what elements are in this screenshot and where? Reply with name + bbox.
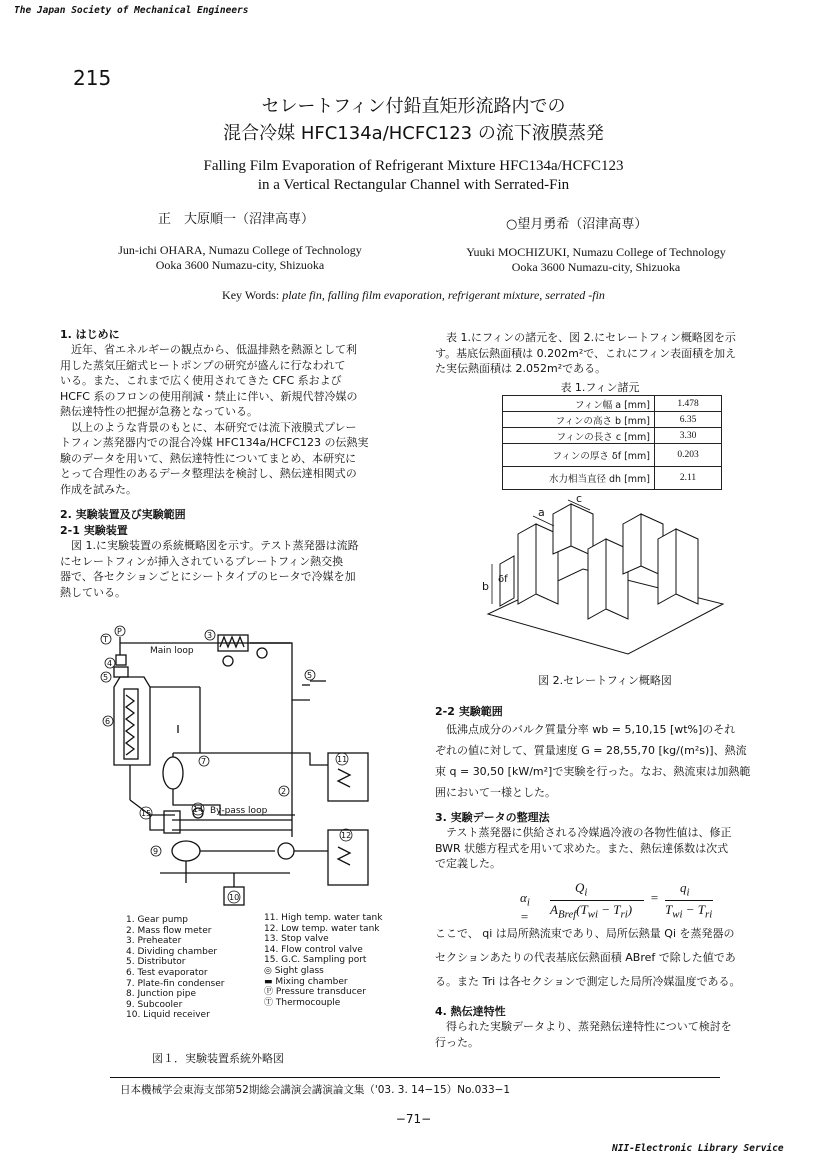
- text-line: BWR 状態方程式を用いて求めた。また、熱伝達係数は次式: [435, 841, 729, 855]
- fig1-main-loop-label: Main loop: [150, 646, 194, 656]
- sec4-body: [435, 1019, 780, 1050]
- svg-text:11: 11: [337, 755, 348, 764]
- text-line: セクションあたりの代表基底伝熱面積 ABref で除した値であ: [435, 951, 736, 964]
- text-line: 作成を試みた。: [60, 482, 137, 496]
- text-line: にセレートフィンが挿入されているプレートフィン熱交換: [60, 554, 344, 568]
- svg-text:3: 3: [207, 631, 213, 640]
- affiliation-right-line1: Yuuki MOCHIZUKI, Numazu College of Technology: [466, 245, 726, 259]
- fig2-caption: 図 2.セレートフィン概略図: [538, 674, 672, 687]
- footer-rule: [110, 1077, 720, 1078]
- svg-text:5: 5: [103, 673, 109, 682]
- sec2-heading: 2. 実験装置及び実験範囲: [60, 508, 186, 521]
- text-line: す。基底伝熱面積は 0.202m²で、これにフィン表面積を加え: [435, 346, 737, 360]
- keywords-label: Key Words:: [222, 288, 280, 302]
- svg-text:12: 12: [341, 831, 352, 840]
- fig2-letter-c: c: [576, 494, 583, 505]
- keywords: [0, 288, 827, 303]
- right-column-body: [435, 703, 780, 872]
- text-line: 以上のような背景のもとに、本研究では流下液膜式プレー: [60, 420, 357, 434]
- svg-text:P: P: [117, 627, 122, 636]
- text-line: ここで、 qi は局所熱流束であり、局所伝熱量 Qi を蒸発器の: [435, 927, 735, 940]
- nii-service: NII-Electronic Library Service: [612, 1143, 784, 1154]
- fig1-legend-item: 10. Liquid receiver: [126, 1010, 210, 1021]
- text-line: HCFC 系のフロンの使用削減・禁止に伴い、新規代替冷媒の: [60, 389, 358, 403]
- fig1-legend-item: 9. Subcooler: [126, 999, 183, 1010]
- society-header: The Japan Society of Mechanical Engineers: [14, 5, 249, 16]
- text-line: 熱伝達特性の把握が急務となっている。: [60, 405, 258, 418]
- text-line: 表 1.にフィンの諸元を、図 2.にセレートフィン概略図を示: [435, 331, 736, 344]
- fig1-legend-item: Ⓟ Pressure transducer: [264, 987, 366, 998]
- sight-glass-icon: ◎: [264, 965, 275, 976]
- fig1-legend-item: 13. Stop valve: [264, 934, 329, 945]
- fig1-legend-right: [264, 913, 382, 1008]
- fig1-legend-item: 12. Low temp. water tank: [264, 923, 380, 934]
- fig1-legend-item: 6. Test evaporator: [126, 967, 208, 978]
- svg-text:5: 5: [307, 671, 313, 680]
- fig1-legend-left: [126, 915, 224, 1021]
- text-line: 器で、各セクションごとにシートタイプのヒータで冷媒を加: [60, 570, 356, 583]
- sec4-heading: 4. 熱伝達特性: [435, 1005, 506, 1018]
- text-line: た実伝熱面積は 2.052m²である。: [435, 362, 607, 375]
- pressure-transducer-icon: Ⓟ: [264, 987, 276, 998]
- svg-text:4: 4: [107, 659, 113, 668]
- text-line: 図 1.に実験装置の系統概略図を示す。テスト蒸発器は流路: [60, 539, 359, 552]
- svg-text:T: T: [103, 635, 108, 644]
- right-intro: [435, 330, 780, 377]
- table-row: フィン幅 a [mm] 1.478: [503, 396, 722, 412]
- fig1-legend-item: 7. Plate-fin condenser: [126, 978, 225, 989]
- text-line: いる。また、これまで広く使用されてきた CFC 系および: [60, 374, 342, 387]
- table1-caption: 表 1.フィン諸元: [560, 381, 640, 394]
- text-line: 囲において一様とした。: [435, 786, 556, 799]
- affiliation-left: [90, 243, 390, 273]
- table-row: フィンの厚さ δf [mm] 0.203: [503, 444, 722, 467]
- text-line: テスト蒸発器に供給される冷媒過冷液の各物性値は、修正: [435, 826, 732, 839]
- fig1-bypass-loop-label: By-pass loop: [210, 806, 268, 816]
- left-column: [60, 326, 405, 600]
- fig1-legend-item: 2. Mass flow meter: [126, 925, 212, 936]
- keywords-text: plate fin, falling film evaporation, refrigerant mixture, serrated -fin: [282, 288, 605, 302]
- text-line: 得られた実験データより、蒸発熱伝達特性について検討を: [435, 1020, 732, 1033]
- fig2-letter-b: b: [482, 580, 489, 593]
- text-line: トフィン蒸発器内での混合冷媒 HFC134a/HCFC123 の伝熱実: [60, 436, 369, 449]
- title-jp-line2: 混合冷媒 HFC134a/HCFC123 の流下液膜蒸発: [223, 123, 604, 144]
- svg-text:10: 10: [229, 893, 240, 902]
- text-line: 束 q = 30,50 [kW/m²]で実験を行った。なお、熱流束は加熱範: [435, 765, 751, 778]
- fig1-legend-item: 3. Preheater: [126, 936, 182, 947]
- sec3-after: [435, 922, 780, 994]
- sec22-body: [435, 719, 780, 803]
- sec1-heading: 1. はじめに: [60, 328, 120, 341]
- fig1-caption: 図１．実験装置系統外略図: [152, 1052, 284, 1065]
- fig1-legend-item: 5. Distributor: [126, 957, 186, 968]
- table-row: フィンの長さ c [mm] 3.30: [503, 428, 722, 444]
- fig1-legend-item: 11. High temp. water tank: [264, 913, 383, 923]
- affiliation-left-line1: Jun-ichi OHARA, Numazu College of Technology: [118, 243, 362, 257]
- fig2-letter-a: a: [538, 506, 545, 519]
- affiliation-right-line2: Ooka 3600 Numazu-city, Shizuoka: [511, 260, 681, 274]
- svg-text:14: 14: [193, 805, 204, 814]
- sec4: [435, 1003, 780, 1050]
- text-line: 行った。: [435, 1035, 479, 1049]
- fig1-schematic: [100, 625, 390, 907]
- sec1-body: [60, 342, 405, 497]
- fig1-legend-item: 4. Dividing chamber: [126, 946, 218, 957]
- title-en-line2: in a Vertical Rectangular Channel with Serrated-Fin: [257, 177, 570, 193]
- svg-text:6: 6: [105, 717, 111, 726]
- text-line: とって合理性のあるデータ整理法を検討し、熱伝達相関式の: [60, 467, 357, 480]
- proceedings-footer: 日本機械学会東海支部第52期総会講演会講演論文集（'03. 3. 14−15）No.033−1: [120, 1084, 511, 1096]
- fig1-legend-item: ◎ Sight glass: [264, 965, 324, 976]
- mixing-chamber-icon: ▬: [264, 976, 276, 987]
- text-line: 近年、省エネルギーの観点から、低温排熱を熱源として利: [60, 343, 357, 356]
- fig1-legend-item: Ⓣ Thermocouple: [264, 997, 341, 1008]
- svg-text:15: 15: [141, 809, 152, 818]
- text-line: ぞれの値に対して、質量速度 G = 28,55,70 [kg/(m²s)]、熱流: [435, 744, 747, 757]
- sec2-body: [60, 538, 405, 600]
- table1: [502, 395, 722, 490]
- text-line: 熱している。: [60, 585, 126, 599]
- title-jp-line1: セレートフィン付鉛直矩形流路内での: [261, 96, 566, 117]
- fig1-legend-item: 14. Flow control valve: [264, 944, 363, 955]
- table-row: フィンの高さ b [mm] 6.35: [503, 412, 722, 428]
- title-en-line1: Falling Film Evaporation of Refrigerant Mixture HFC134a/HCFC123: [203, 158, 624, 174]
- text-line: 低沸点成分のバルク質量分率 wb = 5,10,15 [wt%]のそれ: [435, 723, 736, 736]
- text-line: で定義した。: [435, 857, 501, 870]
- page-number: −71−: [395, 1112, 432, 1126]
- svg-text:9: 9: [153, 847, 159, 856]
- text-line: 用した蒸気圧縮式ヒートポンプの研究が盛んに行なわれて: [60, 358, 346, 372]
- affiliation-right: [446, 245, 746, 275]
- text-line: 験のデータを用いて、熱伝達特性についてまとめ、本研究に: [60, 451, 357, 465]
- paper-number: 215: [73, 66, 112, 90]
- sec3-heading: 3. 実験データの整理法: [435, 811, 550, 824]
- fig1-legend-item: 8. Junction pipe: [126, 989, 197, 1000]
- fig2-serrated-fin-sketch: [478, 494, 728, 664]
- author-left: 正 大原順一（沼津高専）: [158, 212, 315, 227]
- author-right: ○望月勇希（沼津高専）: [506, 217, 648, 232]
- fig1-legend-item: 1. Gear pump: [126, 915, 188, 925]
- affiliation-left-line2: Ooka 3600 Numazu-city, Shizuoka: [155, 258, 325, 272]
- sec22-heading: 2-2 実験範囲: [435, 705, 503, 718]
- fig1-legend-item: 15. G.C. Sampling port: [264, 955, 367, 966]
- sec3-body: [435, 825, 780, 872]
- fig2-letter-delta: δf: [498, 574, 508, 585]
- table-row: 水力相当直径 dh [mm] 2.11: [503, 467, 722, 490]
- svg-text:2: 2: [281, 787, 287, 796]
- svg-text:7: 7: [201, 757, 207, 766]
- sec2-subheading: 2-1 実験装置: [60, 524, 128, 537]
- thermocouple-icon: Ⓣ: [264, 997, 276, 1008]
- fig1-legend-item: ▬ Mixing chamber: [264, 976, 348, 987]
- text-line: る。また Tri は各セクションで測定した局所冷媒温度である。: [435, 975, 741, 988]
